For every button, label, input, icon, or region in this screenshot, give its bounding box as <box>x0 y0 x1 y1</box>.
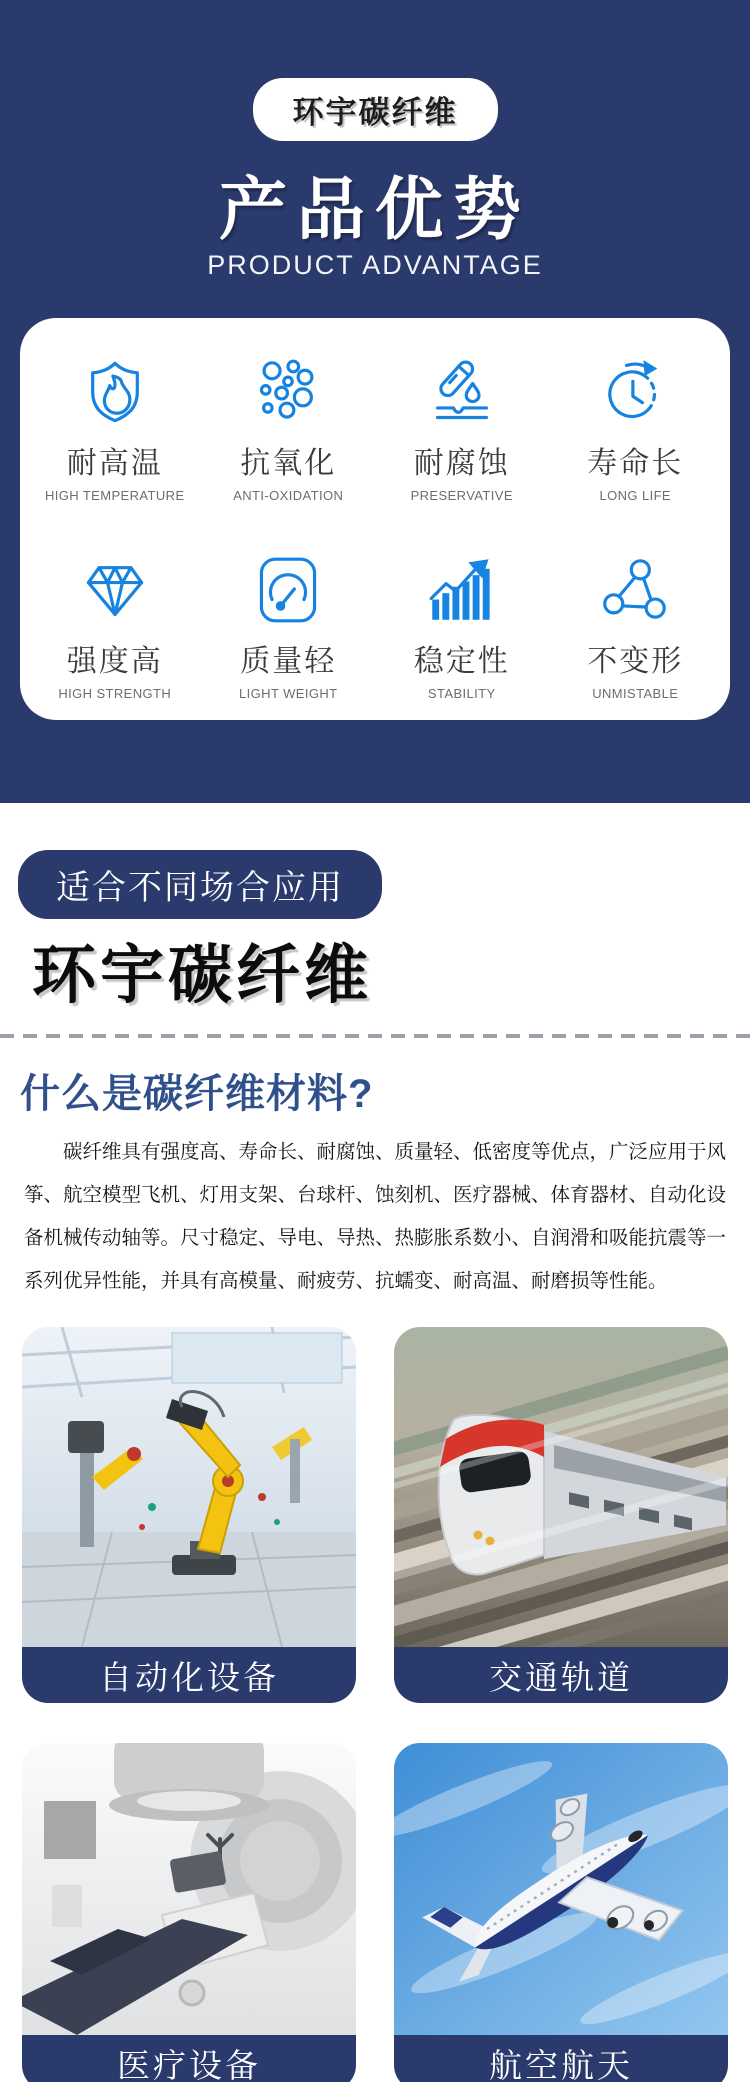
gallery-label: 交通轨道 <box>394 1647 728 1703</box>
feature-no-deform <box>549 554 723 720</box>
gallery-card-rail <box>394 1327 728 1703</box>
page-title: 产品优势 <box>218 172 531 248</box>
feature-label-en: HIGH TEMPERATURE <box>44 488 185 504</box>
feature-label-en: ANTI-OXIDATION <box>233 488 344 504</box>
feature-label-en: STABILITY <box>427 686 496 702</box>
feature-corrosion-resistant <box>375 356 549 522</box>
hero-section <box>0 0 750 803</box>
feature-heat-resistant <box>28 356 202 522</box>
molecule-icon <box>549 554 723 626</box>
feature-label-zh: 耐高温 <box>66 447 163 481</box>
applications-section <box>0 850 750 2082</box>
brand-title: 环宇碳纤维 <box>32 939 372 1011</box>
feature-label-zh: 稳定性 <box>413 645 510 679</box>
gauge-icon <box>202 554 376 626</box>
feature-label-zh: 强度高 <box>66 645 163 679</box>
rail-photo <box>394 1327 728 1647</box>
feature-stability <box>375 554 549 720</box>
feature-label-zh: 质量轻 <box>240 645 337 679</box>
feature-label-en: LONG LIFE <box>599 488 671 504</box>
applications-gallery <box>22 1327 728 2082</box>
page-subtitle: PRODUCT ADVANTAGE <box>207 250 543 281</box>
intro-paragraph: 碳纤维具有强度高、寿命长、耐腐蚀、质量轻、低密度等优点，广泛应用于风筝、航空模型飞机、灯用支架、台球杆、蚀刻机、医疗器械、体育器材、自动化设备机械传动轴等。尺寸稳定、导电、导热、热膨胀系数小、自润滑和吸能抗震等一系列优异性能，并具有高模量、耐疲劳、抗蠕变、耐高温、耐磨损等性能。 <box>24 1141 727 1292</box>
feature-label-zh: 不变形 <box>587 645 684 679</box>
feature-label-en: UNMISTABLE <box>592 686 679 702</box>
gallery-card-aerospace <box>394 1743 728 2082</box>
question-heading: 什么是碳纤维材料? <box>20 1072 374 1116</box>
gallery-card-medical <box>22 1743 356 2082</box>
feature-label-zh: 抗氧化 <box>240 447 337 481</box>
diamond-icon <box>28 554 202 626</box>
gallery-label: 自动化设备 <box>22 1647 356 1703</box>
feature-light-weight <box>202 554 376 720</box>
automation-photo <box>22 1327 356 1647</box>
test-tube-icon <box>375 356 549 428</box>
gallery-label: 航空航天 <box>394 2035 728 2082</box>
dashed-divider <box>0 1034 750 1038</box>
feature-high-strength <box>28 554 202 720</box>
feature-anti-oxidation <box>202 356 376 522</box>
feature-long-life <box>549 356 723 522</box>
feature-label-zh: 耐腐蚀 <box>413 447 510 481</box>
aerospace-photo <box>394 1743 728 2035</box>
feature-label-zh: 寿命长 <box>587 447 684 481</box>
feature-label-en: LIGHT WEIGHT <box>239 686 338 702</box>
chart-up-icon <box>375 554 549 626</box>
gallery-card-automation <box>22 1327 356 1703</box>
gallery-label: 医疗设备 <box>22 2035 356 2082</box>
medical-photo <box>22 1743 356 2035</box>
brand-pill: 环宇碳纤维 <box>253 78 498 141</box>
feature-label-en: PRESERVATIVE <box>410 488 513 504</box>
advantages-card <box>20 318 730 720</box>
clock-arrow-icon <box>549 356 723 428</box>
feature-label-en: HIGH STRENGTH <box>58 686 172 702</box>
bubbles-icon <box>202 356 376 428</box>
applications-ribbon: 适合不同场合应用 <box>18 850 382 919</box>
shield-flame-icon <box>28 356 202 428</box>
